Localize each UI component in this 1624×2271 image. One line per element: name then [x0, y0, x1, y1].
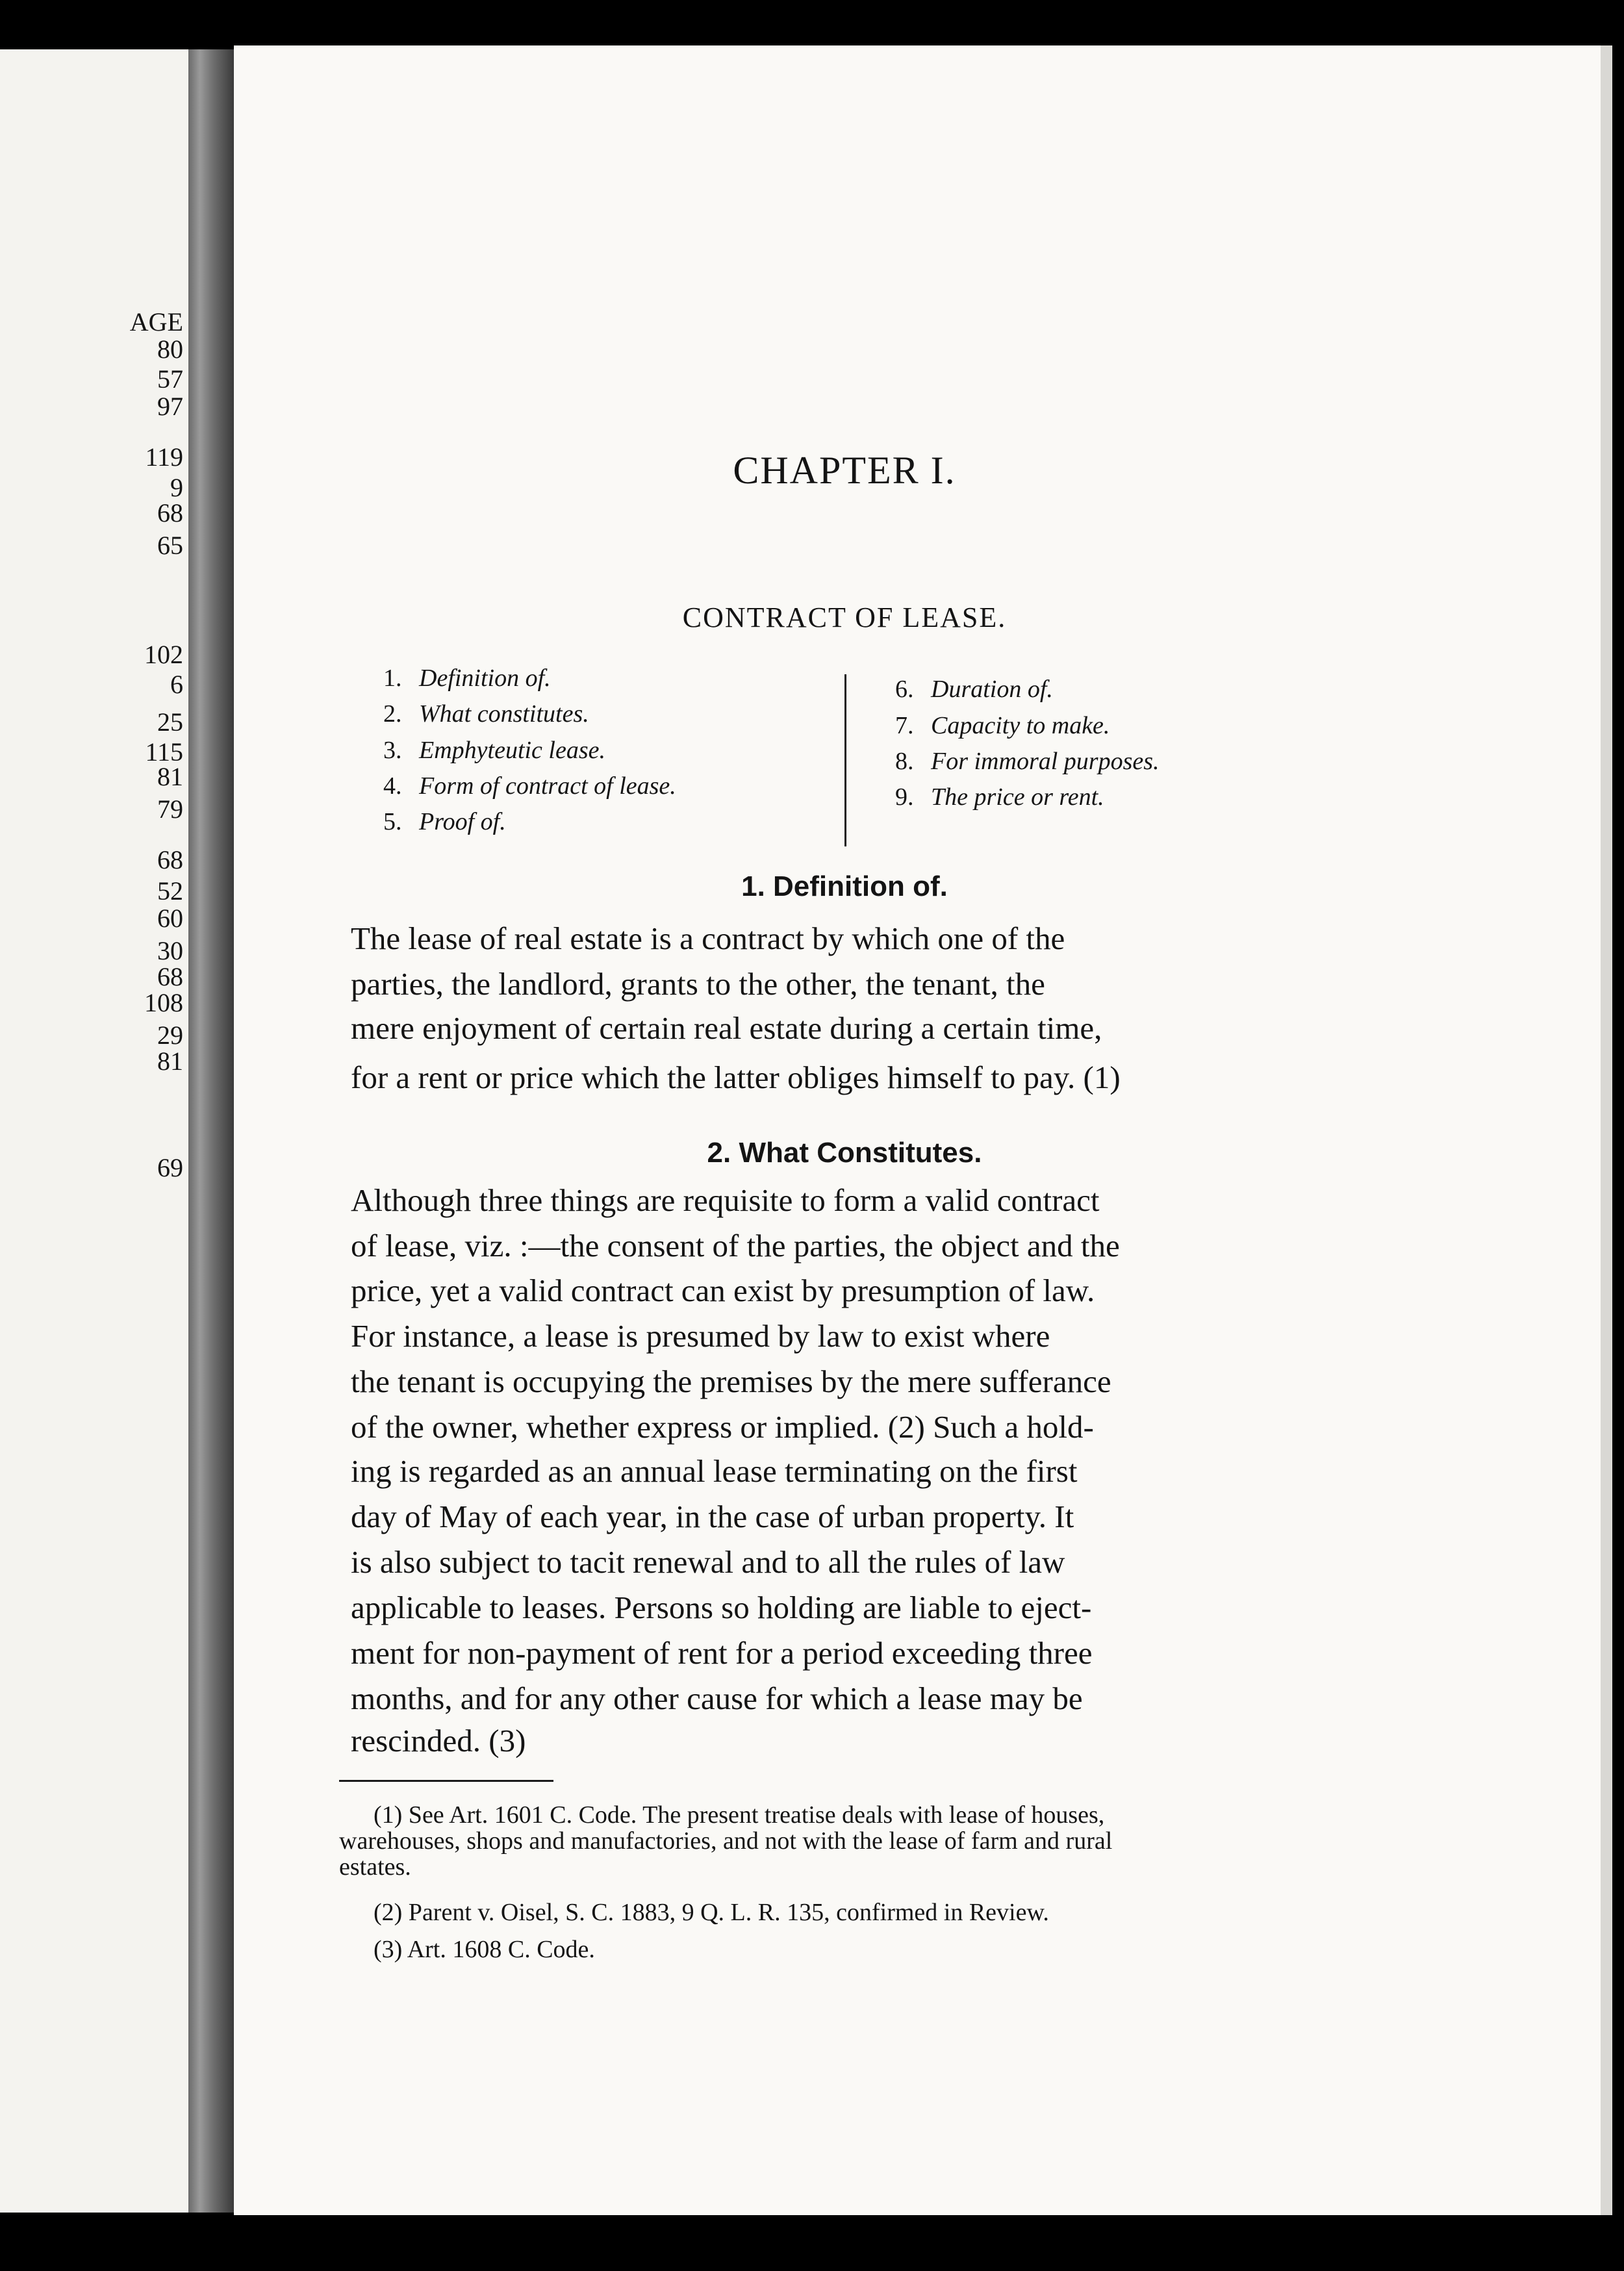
text-line: applicable to leases. Persons so holding are liable to eject-	[351, 1590, 1092, 1625]
margin-number: 108	[144, 988, 183, 1017]
toc-text: Duration of.	[931, 676, 1053, 703]
toc-text: For immoral purposes.	[931, 748, 1160, 775]
text-line: months, and for any other cause for which a lease may be	[351, 1681, 1083, 1716]
margin-number: 81	[157, 762, 183, 791]
margin-number: 29	[157, 1021, 183, 1050]
text-line: For instance, a lease is presumed by law to exist where	[351, 1318, 1050, 1354]
margin-number: 65	[157, 531, 183, 560]
text-line: is also subject to tacit renewal and to all the rules of law	[351, 1544, 1065, 1580]
footnote: (3) Art. 1608 C. Code.	[374, 1936, 595, 1963]
margin-number: 60	[157, 904, 183, 933]
margin-number: 68	[157, 845, 183, 874]
footnote: (2) Parent v. Oisel, S. C. 1883, 9 Q. L. R. 135, confirmed in Review.	[374, 1899, 1049, 1926]
toc-text: Emphyteutic lease.	[419, 737, 606, 764]
margin-number: 80	[157, 335, 183, 364]
toc-text: The price or rent.	[931, 783, 1104, 811]
toc-entry	[383, 774, 676, 798]
margin-number: 81	[157, 1047, 183, 1076]
text-line: of the owner, whether express or implied. (2) Such a hold-	[351, 1409, 1094, 1445]
footnote: estates.	[339, 1853, 411, 1881]
page-edge	[1601, 45, 1612, 2215]
toc-number: 6.	[895, 676, 914, 703]
right-page	[234, 45, 1612, 2215]
margin-number: 30	[157, 936, 183, 965]
toc-entry	[895, 785, 1104, 809]
text-line: of lease, viz. :—the consent of the parties, the object and the	[351, 1228, 1120, 1263]
toc-number: 3.	[383, 737, 402, 764]
toc-entry	[383, 666, 551, 691]
footnote-rule	[339, 1780, 553, 1782]
section-title: CONTRACT OF LEASE.	[682, 602, 1007, 633]
toc-text: Capacity to make.	[931, 712, 1110, 739]
margin-number: 68	[157, 498, 183, 527]
toc-text: Proof of.	[419, 808, 506, 835]
section-heading: 2. What Constitutes.	[707, 1137, 982, 1169]
toc-entry	[895, 677, 1053, 702]
margin-number: 97	[157, 392, 183, 421]
margin-number: 102	[144, 640, 183, 669]
text-line: the tenant is occupying the premises by the mere sufferance	[351, 1364, 1111, 1399]
toc-text: What constitutes.	[419, 700, 589, 728]
margin-number: 9	[170, 473, 183, 502]
margin-number: 6	[170, 670, 183, 699]
margin-number: 69	[157, 1153, 183, 1182]
text-line: The lease of real estate is a contract by which one of the	[351, 920, 1065, 956]
toc-text: Definition of.	[419, 665, 551, 692]
toc-divider	[844, 674, 846, 846]
toc-entry	[383, 809, 506, 834]
margin-number: AGE	[129, 307, 183, 336]
footnote: warehouses, shops and manufactories, and not with the lease of farm and rural	[339, 1827, 1113, 1855]
section-heading: 1. Definition of.	[741, 870, 948, 902]
text-line: mere enjoyment of certain real estate during a certain time,	[351, 1010, 1102, 1046]
footnote: (1) See Art. 1601 C. Code. The present treatise deals with lease of houses,	[374, 1801, 1105, 1829]
toc-number: 4.	[383, 772, 402, 800]
toc-number: 7.	[895, 712, 914, 739]
margin-number: 68	[157, 962, 183, 991]
chapter-heading: CHAPTER I.	[733, 449, 956, 492]
toc-text: Form of contract of lease.	[419, 772, 676, 800]
margin-number: 115	[145, 737, 183, 767]
toc-entry	[383, 738, 605, 763]
margin-number: 79	[157, 794, 183, 824]
text-line: parties, the landlord, grants to the other, the tenant, the	[351, 966, 1045, 1002]
book-spine	[188, 49, 234, 2213]
toc-number: 8.	[895, 748, 914, 775]
text-line: ment for non-payment of rent for a period exceeding three	[351, 1635, 1093, 1671]
text-line: day of May of each year, in the case of urban property. It	[351, 1499, 1074, 1534]
left-page	[0, 49, 188, 2213]
text-line: Although three things are requisite to form a valid contract	[351, 1182, 1100, 1218]
toc-number: 9.	[895, 783, 914, 811]
margin-number: 119	[145, 442, 183, 472]
text-line: ing is regarded as an annual lease terminating on the first	[351, 1453, 1078, 1489]
text-line: for a rent or price which the latter obliges himself to pay. (1)	[351, 1059, 1121, 1095]
toc-entry	[895, 749, 1160, 774]
text-line: rescinded. (3)	[351, 1723, 526, 1758]
toc-number: 2.	[383, 700, 402, 728]
toc-number: 5.	[383, 808, 402, 835]
toc-number: 1.	[383, 665, 402, 692]
toc-entry	[895, 713, 1110, 738]
text-line: price, yet a valid contract can exist by presumption of law.	[351, 1273, 1095, 1308]
margin-number: 52	[157, 876, 183, 906]
margin-number: 57	[157, 364, 183, 394]
margin-number: 25	[157, 707, 183, 737]
toc-entry	[383, 702, 589, 726]
